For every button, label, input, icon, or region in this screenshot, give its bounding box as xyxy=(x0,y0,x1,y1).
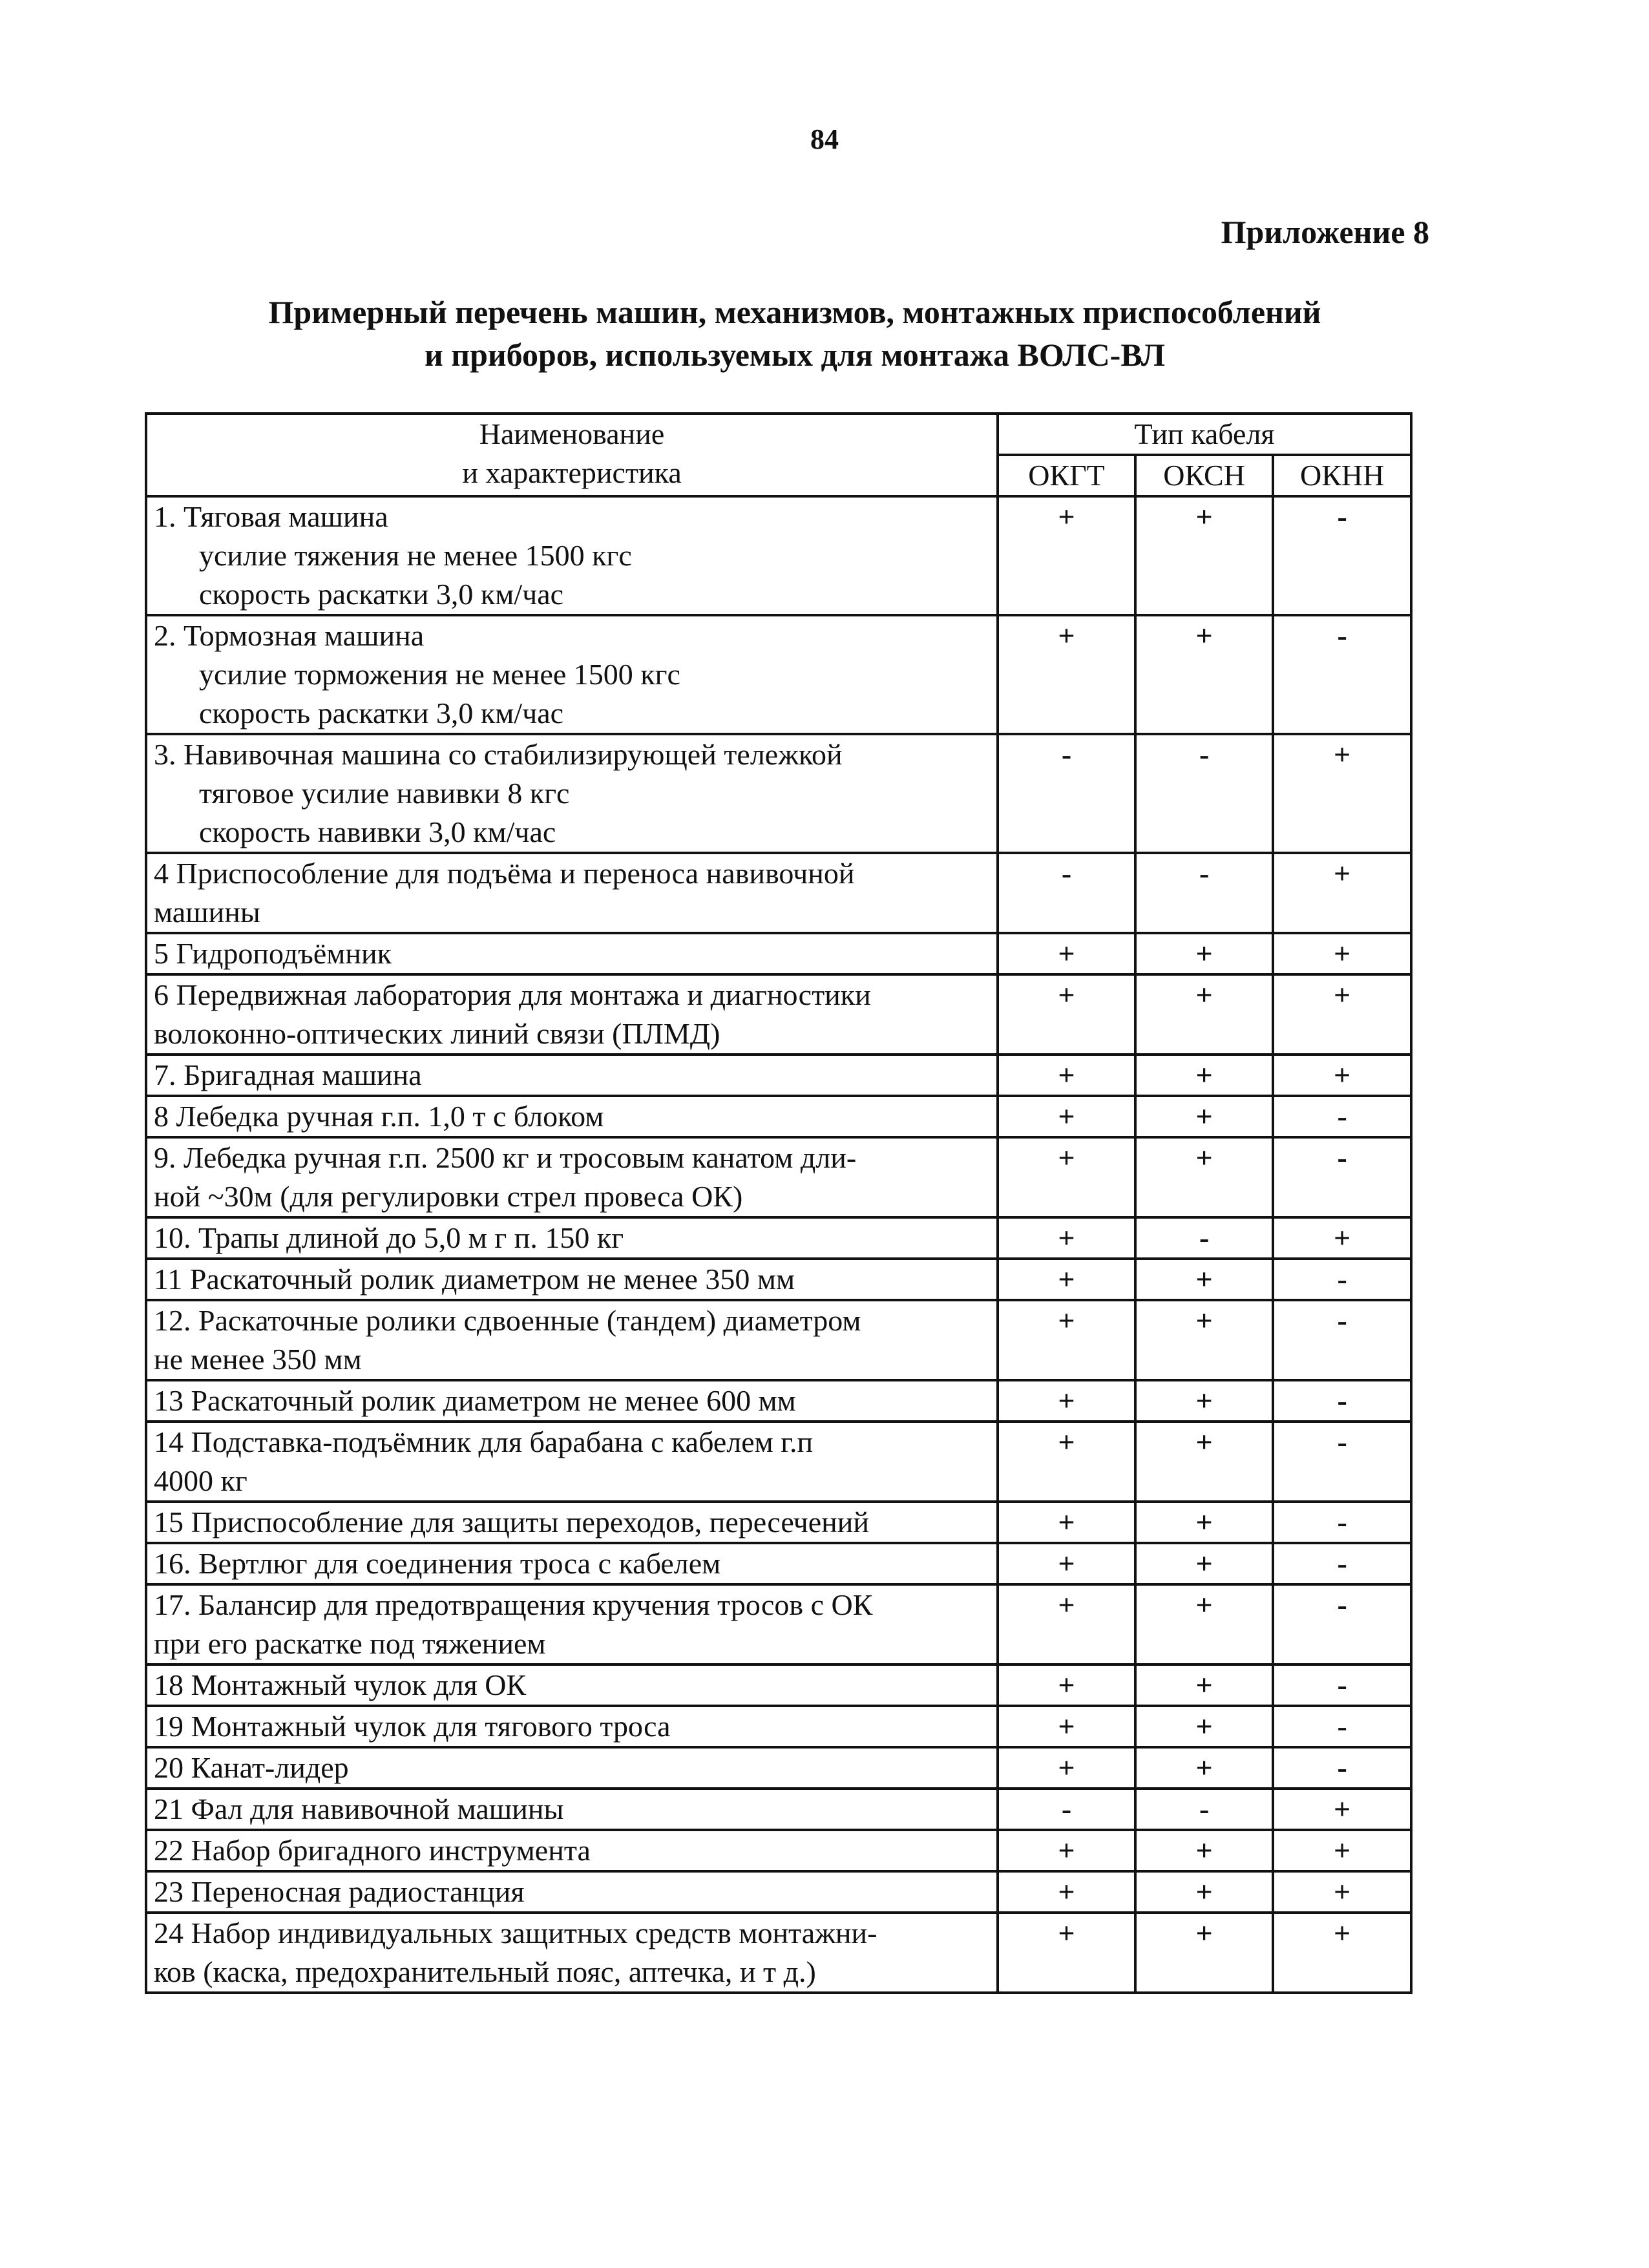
table-row xyxy=(146,1502,1411,1543)
equipment-name-continuation: 4000 кг xyxy=(154,1464,247,1497)
appendix-label: Приложение 8 xyxy=(1221,214,1429,250)
okgt-mark: + xyxy=(998,1055,1135,1096)
equipment-name: 8 Лебедка ручная г.п. 1,0 т с блоком xyxy=(154,1100,604,1133)
oknn-mark: + xyxy=(1273,1055,1411,1096)
document-title xyxy=(168,291,1422,376)
equipment-name: 24 Набор индивидуальных защитных средств монтажни- xyxy=(154,1916,877,1949)
table-row xyxy=(146,1584,1411,1664)
oksn-mark: + xyxy=(1135,1259,1273,1300)
table-header-row xyxy=(146,414,1411,455)
equipment-name: 18 Монтажный чулок для ОК xyxy=(154,1668,527,1701)
okgt-mark: + xyxy=(998,933,1135,974)
okgt-mark: - xyxy=(998,1789,1135,1830)
equipment-characteristic: усилие торможения не менее 1500 кгс xyxy=(199,658,680,691)
equipment-name: 13 Раскаточный ролик диаметром не менее 600 мм xyxy=(154,1384,796,1417)
okgt-mark: + xyxy=(998,1422,1135,1502)
equipment-name-cell xyxy=(146,1830,998,1871)
okgt-mark: - xyxy=(998,853,1135,933)
title-line-2: и приборов, используемых для монтажа ВОЛС-ВЛ xyxy=(424,337,1166,373)
oksn-mark: + xyxy=(1135,1300,1273,1380)
equipment-name: 11 Раскаточный ролик диаметром не менее 350 мм xyxy=(154,1263,795,1296)
equipment-name: 20 Канат-лидер xyxy=(154,1751,349,1784)
equipment-characteristic: скорость раскатки 3,0 км/час xyxy=(199,578,564,611)
equipment-name: 16. Вертлюг для соединения троса с кабелем xyxy=(154,1547,721,1580)
equipment-name-cell xyxy=(146,1380,998,1422)
oknn-mark: + xyxy=(1273,1871,1411,1913)
oksn-mark: + xyxy=(1135,1706,1273,1747)
oknn-mark: + xyxy=(1273,1217,1411,1259)
equipment-name-cell xyxy=(146,1259,998,1300)
equipment-name: 22 Набор бригадного инструмента xyxy=(154,1834,591,1867)
equipment-name-cell xyxy=(146,1422,998,1502)
equipment-name: 7. Бригадная машина xyxy=(154,1058,422,1091)
table-row xyxy=(146,1055,1411,1096)
equipment-name-cell xyxy=(146,1502,998,1543)
oknn-mark: + xyxy=(1273,853,1411,933)
oknn-mark: + xyxy=(1273,1830,1411,1871)
oksn-mark: + xyxy=(1135,1543,1273,1584)
table-row xyxy=(146,1422,1411,1502)
oknn-mark: - xyxy=(1273,1300,1411,1380)
table-row xyxy=(146,1664,1411,1706)
equipment-name-cell xyxy=(146,853,998,933)
equipment-name: 5 Гидроподъёмник xyxy=(154,937,392,970)
equipment-name-cell xyxy=(146,1543,998,1584)
oksn-mark: + xyxy=(1135,1747,1273,1789)
table-row xyxy=(146,1380,1411,1422)
oknn-mark: + xyxy=(1273,734,1411,853)
equipment-name-continuation: машины xyxy=(154,896,260,929)
okgt-mark: + xyxy=(998,1543,1135,1584)
oksn-mark: + xyxy=(1135,1664,1273,1706)
okgt-mark: + xyxy=(998,1502,1135,1543)
table-row xyxy=(146,496,1411,615)
oksn-mark: + xyxy=(1135,1422,1273,1502)
okgt-mark: + xyxy=(998,1380,1135,1422)
table-row xyxy=(146,1913,1411,1993)
okgt-mark: + xyxy=(998,1300,1135,1380)
equipment-name-cell xyxy=(146,1217,998,1259)
oksn-mark: - xyxy=(1135,853,1273,933)
okgt-mark: + xyxy=(998,1706,1135,1747)
name-header-line-1: Наименование xyxy=(479,417,665,450)
equipment-name-cell xyxy=(146,615,998,734)
oksn-mark: + xyxy=(1135,1502,1273,1543)
equipment-name: 23 Переносная радиостанция xyxy=(154,1875,525,1908)
table-row xyxy=(146,734,1411,853)
oksn-mark: + xyxy=(1135,974,1273,1055)
okgt-mark: + xyxy=(998,1259,1135,1300)
oknn-mark: - xyxy=(1273,1259,1411,1300)
equipment-name-cell xyxy=(146,1913,998,1993)
oksn-mark: + xyxy=(1135,933,1273,974)
okgt-mark: + xyxy=(998,1830,1135,1871)
equipment-name-cell xyxy=(146,1096,998,1137)
table-row xyxy=(146,1871,1411,1913)
equipment-name: 2. Тормозная машина xyxy=(154,619,425,652)
equipment-name-cell xyxy=(146,1664,998,1706)
table-row xyxy=(146,933,1411,974)
oknn-mark: - xyxy=(1273,1706,1411,1747)
equipment-name-continuation: ков (каска, предохранительный пояс, аптечка, и т д.) xyxy=(154,1955,816,1988)
oksn-mark: + xyxy=(1135,1871,1273,1913)
okgt-mark: + xyxy=(998,1584,1135,1664)
oksn-mark: + xyxy=(1135,1584,1273,1664)
equipment-name: 15 Приспособление для защиты переходов, пересечений xyxy=(154,1506,870,1538)
okgt-mark: + xyxy=(998,615,1135,734)
cable-type-header: Тип кабеля xyxy=(998,414,1411,455)
oksn-mark: + xyxy=(1135,1380,1273,1422)
table-row xyxy=(146,1789,1411,1830)
equipment-name: 9. Лебедка ручная г.п. 2500 кг и тросовым канатом дли- xyxy=(154,1141,857,1174)
table-row xyxy=(146,1830,1411,1871)
table-row xyxy=(146,1137,1411,1217)
oknn-mark: + xyxy=(1273,933,1411,974)
equipment-name-cell xyxy=(146,496,998,615)
equipment-name-cell xyxy=(146,1789,998,1830)
equipment-name-continuation: не менее 350 мм xyxy=(154,1343,362,1376)
oknn-mark: - xyxy=(1273,496,1411,615)
table-row xyxy=(146,1706,1411,1747)
equipment-characteristic: скорость навивки 3,0 км/час xyxy=(199,815,556,848)
oknn-mark: - xyxy=(1273,1422,1411,1502)
oknn-mark: - xyxy=(1273,1584,1411,1664)
table-row xyxy=(146,1543,1411,1584)
okgt-mark: + xyxy=(998,974,1135,1055)
equipment-name-cell xyxy=(146,734,998,853)
page-number: 84 xyxy=(810,123,839,155)
equipment-name-cell xyxy=(146,974,998,1055)
oknn-mark: - xyxy=(1273,1137,1411,1217)
oksn-mark: - xyxy=(1135,1789,1273,1830)
equipment-name-cell xyxy=(146,1747,998,1789)
table-row xyxy=(146,1217,1411,1259)
oknn-mark: - xyxy=(1273,1747,1411,1789)
table-row xyxy=(146,1096,1411,1137)
title-line-1: Примерный перечень машин, механизмов, монтажных приспособлений xyxy=(268,294,1321,330)
equipment-name-cell xyxy=(146,1706,998,1747)
equipment-name-cell xyxy=(146,1871,998,1913)
okgt-mark: + xyxy=(998,1217,1135,1259)
equipment-name-continuation: волоконно-оптических линий связи (ПЛМД) xyxy=(154,1017,720,1050)
oksn-mark: + xyxy=(1135,1055,1273,1096)
oksn-mark: - xyxy=(1135,1217,1273,1259)
oknn-mark: - xyxy=(1273,1096,1411,1137)
equipment-characteristic: тяговое усилие навивки 8 кгс xyxy=(199,777,570,810)
table-row xyxy=(146,1300,1411,1380)
okgt-mark: + xyxy=(998,1747,1135,1789)
equipment-name: 6 Передвижная лаборатория для монтажа и диагностики xyxy=(154,978,871,1011)
oksn-mark: + xyxy=(1135,1137,1273,1217)
equipment-name-continuation: ной ~30м (для регулировки стрел провеса ОК) xyxy=(154,1180,743,1213)
equipment-table xyxy=(145,412,1413,1994)
equipment-characteristic: усилие тяжения не менее 1500 кгс xyxy=(199,539,632,572)
table-row xyxy=(146,1259,1411,1300)
equipment-name: 14 Подставка-подъёмник для барабана с кабелем г.п xyxy=(154,1425,814,1458)
table-row xyxy=(146,974,1411,1055)
okgt-mark: + xyxy=(998,1913,1135,1993)
okgt-mark: + xyxy=(998,1871,1135,1913)
table-row xyxy=(146,615,1411,734)
equipment-name-cell xyxy=(146,1137,998,1217)
oksn-mark: + xyxy=(1135,1830,1273,1871)
equipment-name-cell xyxy=(146,1300,998,1380)
equipment-name: 3. Навивочная машина со стабилизирующей тележкой xyxy=(154,738,843,771)
oknn-mark: + xyxy=(1273,1789,1411,1830)
oknn-mark: - xyxy=(1273,1502,1411,1543)
equipment-characteristic: скорость раскатки 3,0 км/час xyxy=(199,697,564,730)
table-row xyxy=(146,853,1411,933)
oksn-column-header: ОКСН xyxy=(1135,455,1273,496)
equipment-name: 12. Раскаточные ролики сдвоенные (тандем) диаметром xyxy=(154,1304,861,1337)
oksn-mark: - xyxy=(1135,734,1273,853)
equipment-name: 19 Монтажный чулок для тягового троса xyxy=(154,1710,671,1743)
equipment-name-continuation: при его раскатке под тяжением xyxy=(154,1627,546,1660)
oknn-mark: - xyxy=(1273,1664,1411,1706)
okgt-column-header: ОКГТ xyxy=(998,455,1135,496)
okgt-mark: + xyxy=(998,1664,1135,1706)
equipment-name: 1. Тяговая машина xyxy=(154,500,388,533)
oknn-column-header: ОКНН xyxy=(1273,455,1411,496)
equipment-name-cell xyxy=(146,1584,998,1664)
oknn-mark: - xyxy=(1273,615,1411,734)
table-row xyxy=(146,1747,1411,1789)
oksn-mark: + xyxy=(1135,1913,1273,1993)
oknn-mark: + xyxy=(1273,1913,1411,1993)
oksn-mark: + xyxy=(1135,615,1273,734)
okgt-mark: + xyxy=(998,496,1135,615)
oknn-mark: + xyxy=(1273,974,1411,1055)
equipment-name: 21 Фал для навивочной машины xyxy=(154,1792,564,1825)
equipment-name: 4 Приспособление для подъёма и переноса навивочной xyxy=(154,857,855,890)
name-header-line-2: и характеристика xyxy=(462,456,682,489)
oknn-mark: - xyxy=(1273,1380,1411,1422)
oksn-mark: + xyxy=(1135,496,1273,615)
okgt-mark: + xyxy=(998,1096,1135,1137)
equipment-name: 10. Трапы длиной до 5,0 м г п. 150 кг xyxy=(154,1221,624,1254)
oksn-mark: + xyxy=(1135,1096,1273,1137)
equipment-name: 17. Балансир для предотвращения кручения тросов с ОК xyxy=(154,1588,873,1621)
oknn-mark: - xyxy=(1273,1543,1411,1584)
equipment-name-cell xyxy=(146,933,998,974)
equipment-name-cell xyxy=(146,1055,998,1096)
okgt-mark: + xyxy=(998,1137,1135,1217)
okgt-mark: - xyxy=(998,734,1135,853)
name-column-header xyxy=(146,414,998,496)
